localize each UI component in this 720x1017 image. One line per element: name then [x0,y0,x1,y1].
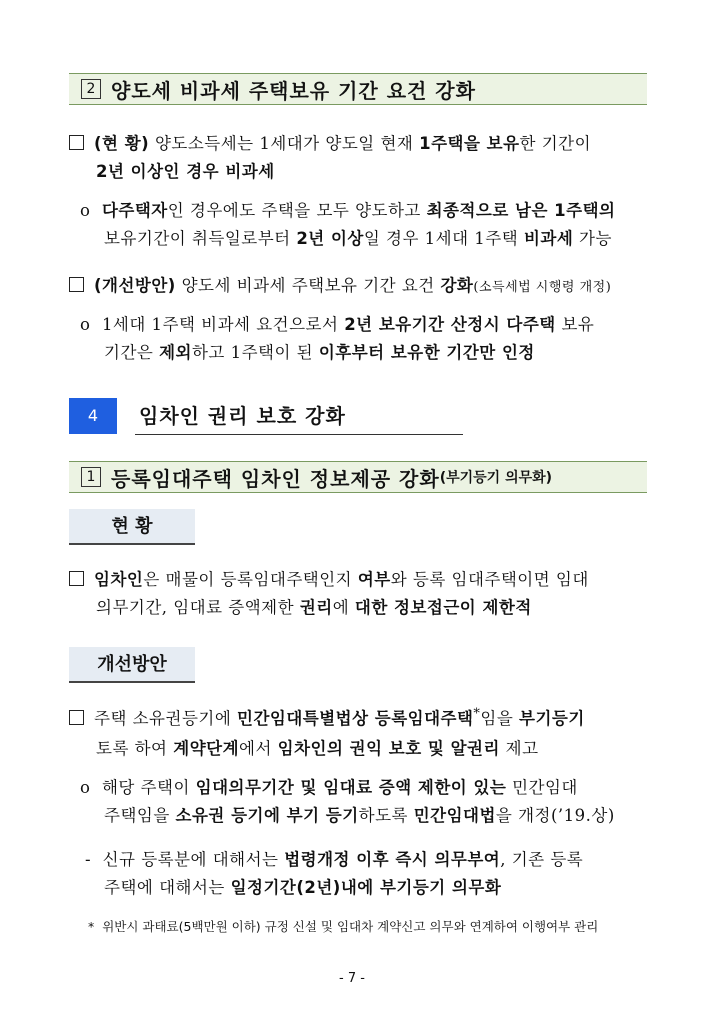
bullet-registration-2: 주택임을 소유권 등기에 부기 등기하도록 민간임대법을 개정(’19.상) [104,806,615,825]
tenant-improve-line-2: 토록 하여 계약단계에서 임차인의 권익 보호 및 알권리 제고 [96,739,539,758]
section-number-box: 1 [81,467,101,487]
bullet-exclusion-2: 기간은 제외하고 1주택이 된 이후부터 보유한 기간만 인정 [104,343,535,362]
bullet-registration-1: o 해당 주택이 임대의무기간 및 임대료 증액 제한이 있는 민간임대 [80,778,578,797]
section-header-2 [69,73,647,105]
footnote: * 위반시 과태료(5백만원 이하) 규정 신설 및 임대차 계약신고 의무와 연계하여 이행여부 관리 [88,919,599,934]
dash-bullet-icon: - [85,850,92,869]
section-title: 양도세 비과세 주택보유 기간 요건 강화 [111,78,476,103]
asterisk-icon: * [88,919,95,934]
tag-current-status: 현 황 [69,509,195,545]
current-status-line-2: 2년 이상인 경우 비과세 [96,162,275,181]
bullet-multi-home-1: o 다주택자인 경우에도 주택을 모두 양도하고 최종적으로 남은 1주택의 [80,201,616,220]
bullet-multi-home-2: 보유기간이 취득일로부터 2년 이상일 경우 1세대 1주택 비과세 가능 [104,229,612,248]
page-number: - 7 - [339,971,365,986]
checkbox-square-icon [69,710,84,725]
tenant-improve-line-1: 주택 소유권등기에 민간임대특별법상 등록임대주택*임을 부기등기 [69,705,585,729]
circle-bullet-icon: o [80,778,91,797]
section-header-1 [69,461,647,493]
dash-new-registration-2: 주택에 대해서는 일정기간(2년)내에 부기등기 의무화 [104,878,502,897]
checkbox-square-icon [69,135,84,150]
tenant-current-line-2: 의무기간, 임대료 증액제한 권리에 대한 정보접근이 제한적 [96,598,532,617]
section-number-box: 2 [81,79,101,99]
section-4-number: 4 [69,398,117,434]
tenant-current-line-1: 임차인은 매물이 등록임대주택인지 여부와 등록 임대주택이면 임대 [69,566,589,590]
improvement-line: (개선방안) 양도세 비과세 주택보유 기간 요건 강화(소득세법 시행령 개정) [69,272,611,296]
tag-improvement: 개선방안 [69,647,195,683]
checkbox-square-icon [69,571,84,586]
section-subtitle: (부기등기 의무화) [439,470,553,486]
checkbox-square-icon [69,277,84,292]
section-title: 등록임대주택 임차인 정보제공 강화 [111,466,440,491]
circle-bullet-icon: o [80,315,91,334]
section-4-title: 임차인 권리 보호 강화 [135,398,463,435]
circle-bullet-icon: o [80,201,91,220]
dash-new-registration-1: - 신규 등록분에 대해서는 법령개정 이후 즉시 의무부여, 기존 등록 [85,850,584,869]
bullet-exclusion-1: o 1세대 1주택 비과세 요건으로서 2년 보유기간 산정시 다주택 보유 [80,315,595,334]
current-status-line-1: (현 황) 양도소득세는 1세대가 양도일 현재 1주택을 보유한 기간이 [69,130,591,154]
